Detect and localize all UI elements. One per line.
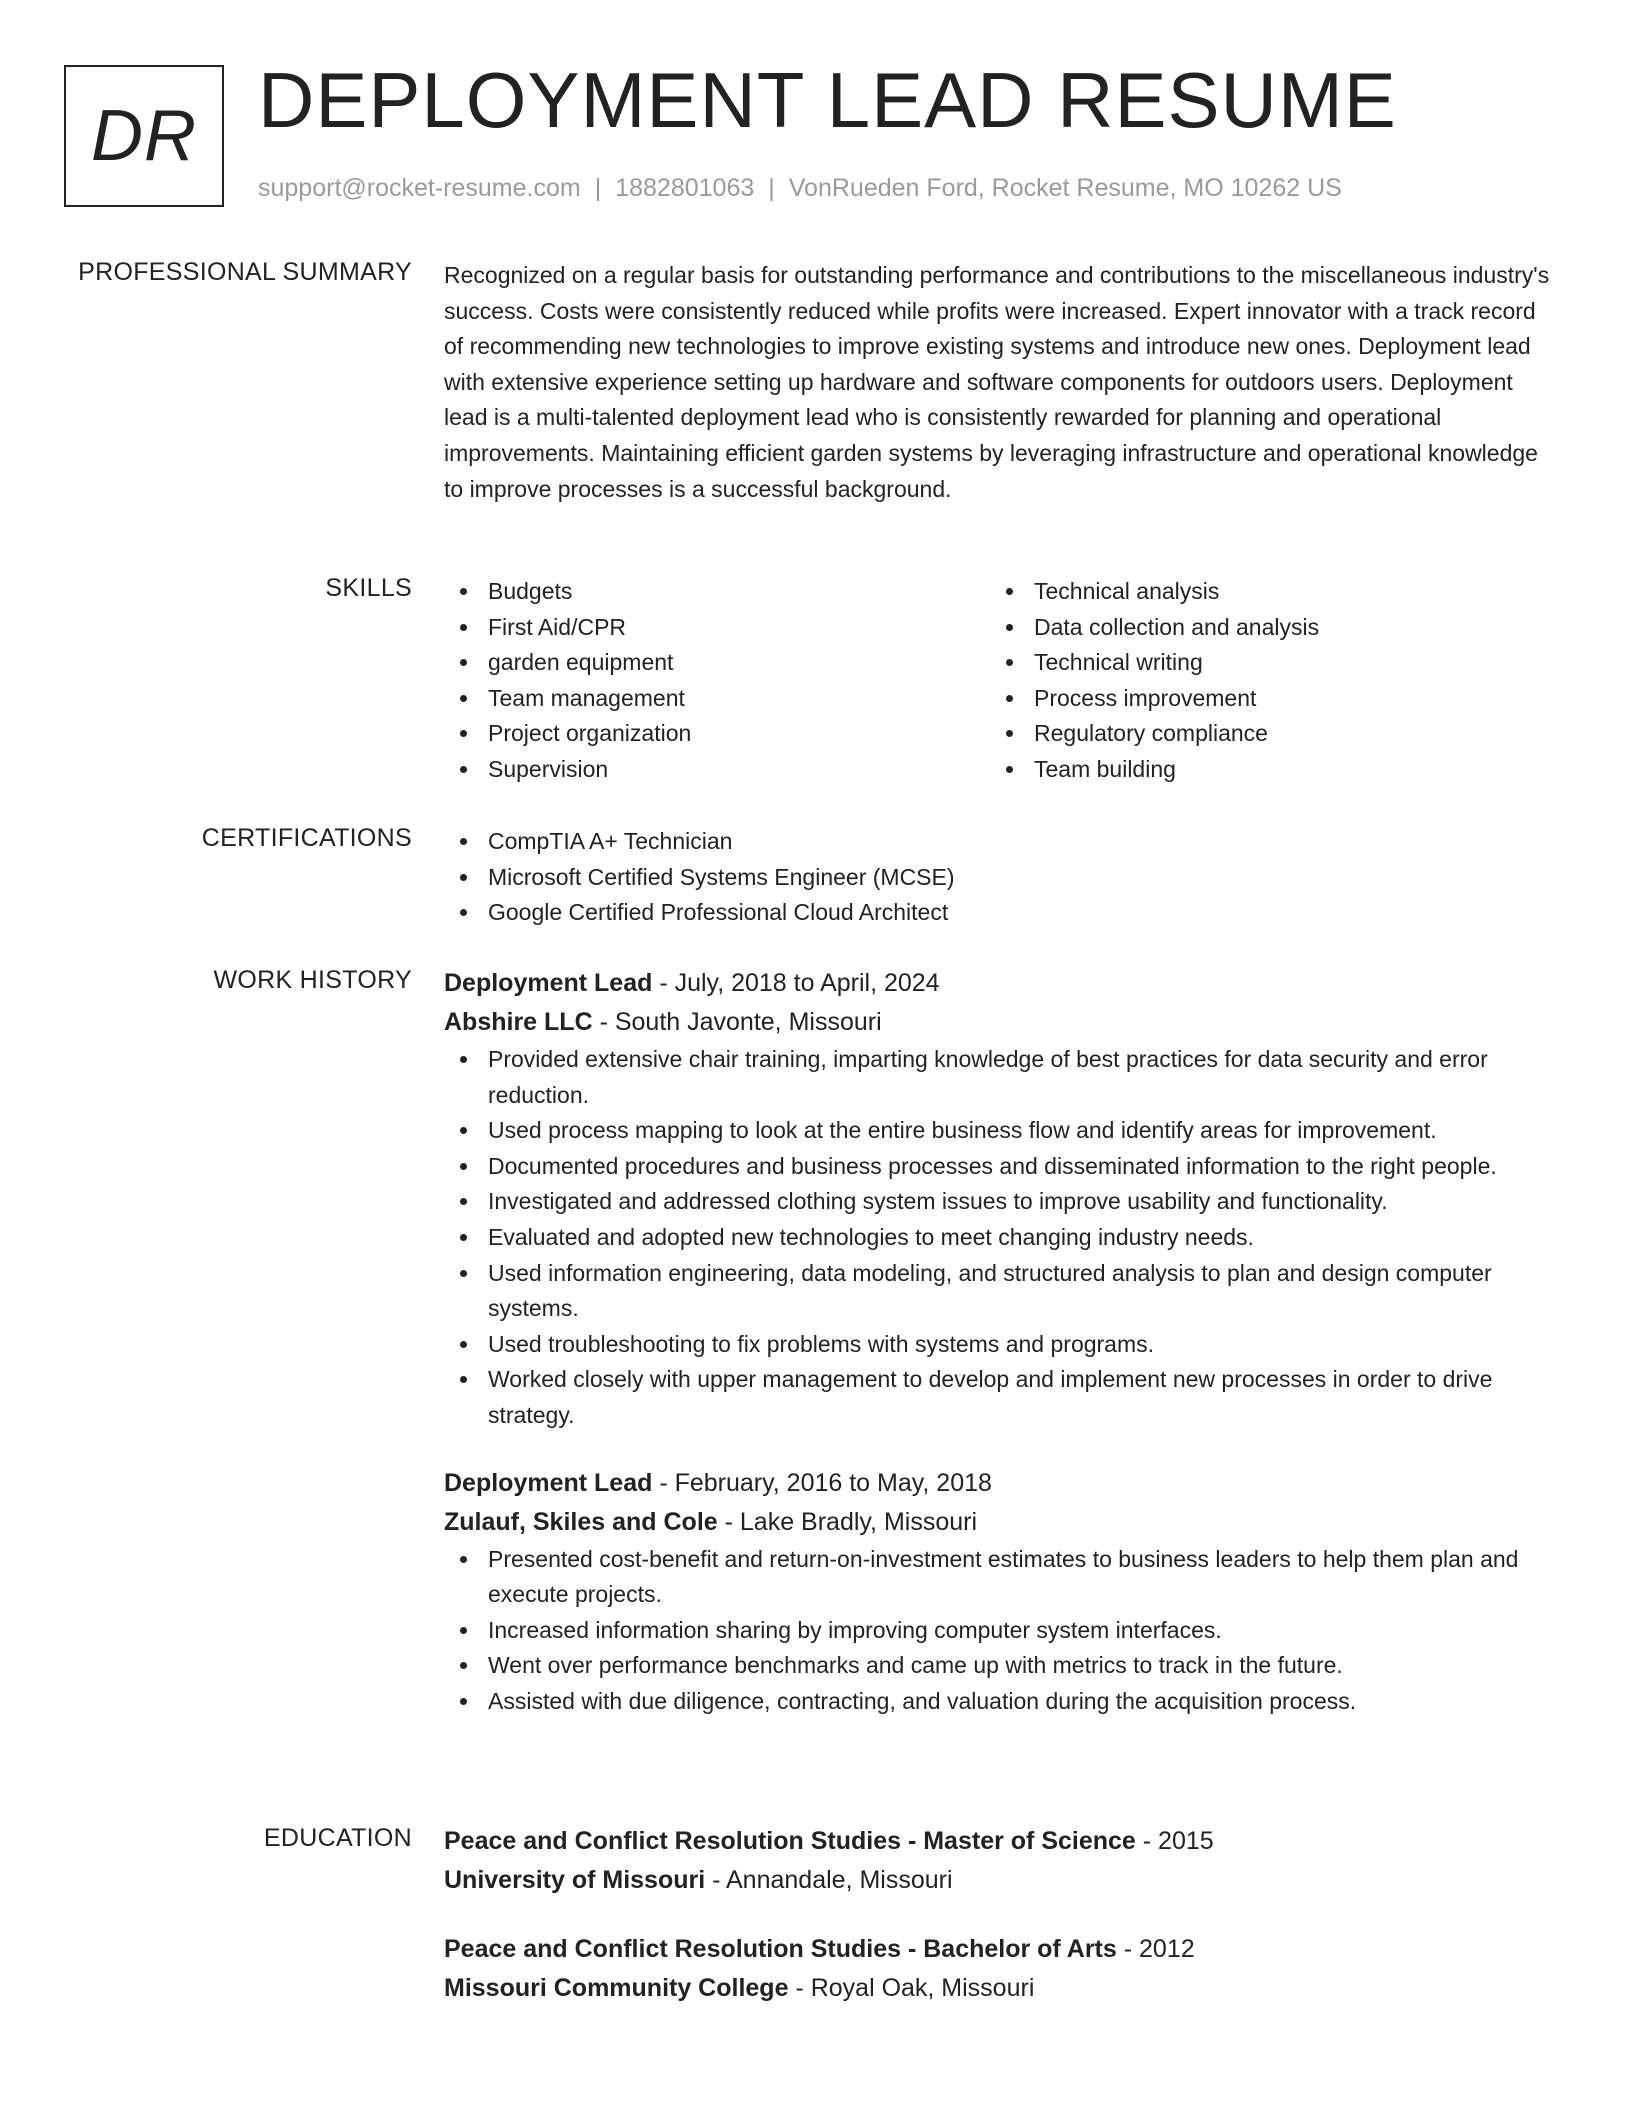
job-bullet: Increased information sharing by improving computer system interfaces. <box>444 1613 1552 1649</box>
skills-body <box>444 574 1552 788</box>
job-bullet: Used troubleshooting to fix problems with systems and programs. <box>444 1327 1552 1363</box>
job-bullet: Presented cost-benefit and return-on-investment estimates to business leaders to help them plan and execute projects. <box>444 1542 1552 1613</box>
job-bullet: Documented procedures and business processes and disseminated information to the right people. <box>444 1149 1552 1185</box>
work-history-body <box>444 964 1552 1750</box>
skills-list-left <box>444 574 990 788</box>
education-location: - Royal Oak, Missouri <box>788 1974 1035 2002</box>
job-bullet: Went over performance benchmarks and came up with metrics to track in the future. <box>444 1648 1552 1684</box>
job-location: - Lake Bradly, Missouri <box>717 1507 978 1536</box>
certifications-body <box>444 824 1552 931</box>
job-bullet: Evaluated and adopted new technologies to meet changing industry needs. <box>444 1220 1552 1256</box>
education-year: - 2015 <box>1135 1827 1214 1855</box>
skill-item: Technical writing <box>990 645 1536 681</box>
job-bullets <box>444 1042 1552 1434</box>
certification-item: Microsoft Certified Systems Engineer (MCSE) <box>444 860 1552 896</box>
education-degree: Peace and Conflict Resolution Studies - Bachelor of Arts <box>444 1935 1117 1963</box>
job-company: Abshire LLC <box>444 1008 593 1036</box>
summary-label: PROFESSIONAL SUMMARY <box>78 258 412 286</box>
certification-item: Google Certified Professional Cloud Architect <box>444 895 1552 931</box>
skills-column-right <box>990 574 1536 788</box>
contact-line <box>258 174 1342 203</box>
job-company-line <box>444 1003 1552 1042</box>
skill-item: Supervision <box>444 752 990 788</box>
job-location: - South Javonte, Missouri <box>592 1008 882 1036</box>
job-entry <box>444 964 1552 1434</box>
job-title-line <box>444 964 1552 1003</box>
job-company: Zulauf, Skiles and Cole <box>444 1507 718 1536</box>
skill-item: Regulatory compliance <box>990 716 1536 752</box>
skill-item: Process improvement <box>990 681 1536 717</box>
job-bullet: Provided extensive chair training, imparting knowledge of best practices for data security and error reduction. <box>444 1042 1552 1113</box>
skill-item: Data collection and analysis <box>990 610 1536 646</box>
education-degree-line <box>444 1822 1552 1861</box>
work-history-label: WORK HISTORY <box>213 966 412 994</box>
skills-grid <box>444 574 1552 788</box>
education-year: - 2012 <box>1116 1935 1195 1963</box>
job-dates: - July, 2018 to April, 2024 <box>652 969 940 997</box>
job-entry <box>444 1464 1552 1720</box>
education-school-line <box>444 1969 1552 2008</box>
job-bullets <box>444 1542 1552 1720</box>
skill-item: First Aid/CPR <box>444 610 990 646</box>
skill-item: Team management <box>444 681 990 717</box>
contact-phone[interactable]: 1882801063 <box>615 174 755 202</box>
job-title: Deployment Lead <box>444 969 653 997</box>
job-company-line <box>444 1503 1552 1542</box>
job-title-line <box>444 1464 1552 1503</box>
skills-column-left <box>444 574 990 788</box>
job-bullet: Investigated and addressed clothing system issues to improve usability and functionality. <box>444 1184 1552 1220</box>
job-bullet: Used information engineering, data modeling, and structured analysis to plan and design computer systems. <box>444 1256 1552 1327</box>
education-entry <box>444 1930 1552 2008</box>
skill-item: Technical analysis <box>990 574 1536 610</box>
education-school-line <box>444 1861 1552 1900</box>
skill-item: Budgets <box>444 574 990 610</box>
education-location: - Annandale, Missouri <box>705 1866 953 1894</box>
job-bullet: Used process mapping to look at the entire business flow and identify areas for improvement. <box>444 1113 1552 1149</box>
job-dates: - February, 2016 to May, 2018 <box>652 1468 992 1497</box>
summary-text: Recognized on a regular basis for outstanding performance and contributions to the miscellaneous industry's success. Costs were consistently reduced while profits were increased. Expert innovator with a track record of recommending new technologies to improve existing systems and introduce new ones. Deployment lead with extensive experience setting up hardware and software components for outdoors users. Deployment lead is a multi-talented deployment lead who is consistently rewarded for planning and operational improvements. Maintaining efficient garden systems by leveraging infrastructure and operational knowledge to improve processes is a successful background. <box>444 262 1550 502</box>
education-body <box>444 1822 1552 2038</box>
education-label: EDUCATION <box>263 1824 412 1852</box>
monogram-box <box>64 65 224 207</box>
monogram-initials: DR <box>91 96 197 176</box>
job-bullet: Assisted with due diligence, contracting, and valuation during the acquisition process. <box>444 1684 1552 1720</box>
education-school: Missouri Community College <box>444 1974 789 2002</box>
job-title: Deployment Lead <box>444 1468 653 1497</box>
certifications-list <box>444 824 1552 931</box>
contact-address: VonRueden Ford, Rocket Resume, MO 10262 US <box>788 174 1342 202</box>
certifications-label: CERTIFICATIONS <box>201 824 412 852</box>
skills-label: SKILLS <box>325 574 412 602</box>
skills-list-right <box>990 574 1536 788</box>
education-school: University of Missouri <box>444 1866 706 1894</box>
page-title: DEPLOYMENT LEAD RESUME <box>258 56 1397 144</box>
education-entry <box>444 1822 1552 1900</box>
contact-email[interactable]: support@rocket-resume.com <box>258 174 581 202</box>
skill-item: garden equipment <box>444 645 990 681</box>
skill-item: Team building <box>990 752 1536 788</box>
job-bullet: Worked closely with upper management to develop and implement new processes in order to drive strategy. <box>444 1362 1552 1433</box>
contact-separator: | <box>768 174 775 202</box>
skill-item: Project organization <box>444 716 990 752</box>
summary-body <box>444 258 1552 507</box>
education-degree: Peace and Conflict Resolution Studies - Master of Science <box>444 1827 1136 1855</box>
education-degree-line <box>444 1930 1552 1969</box>
contact-separator: | <box>594 174 602 202</box>
certification-item: CompTIA A+ Technician <box>444 824 1552 860</box>
